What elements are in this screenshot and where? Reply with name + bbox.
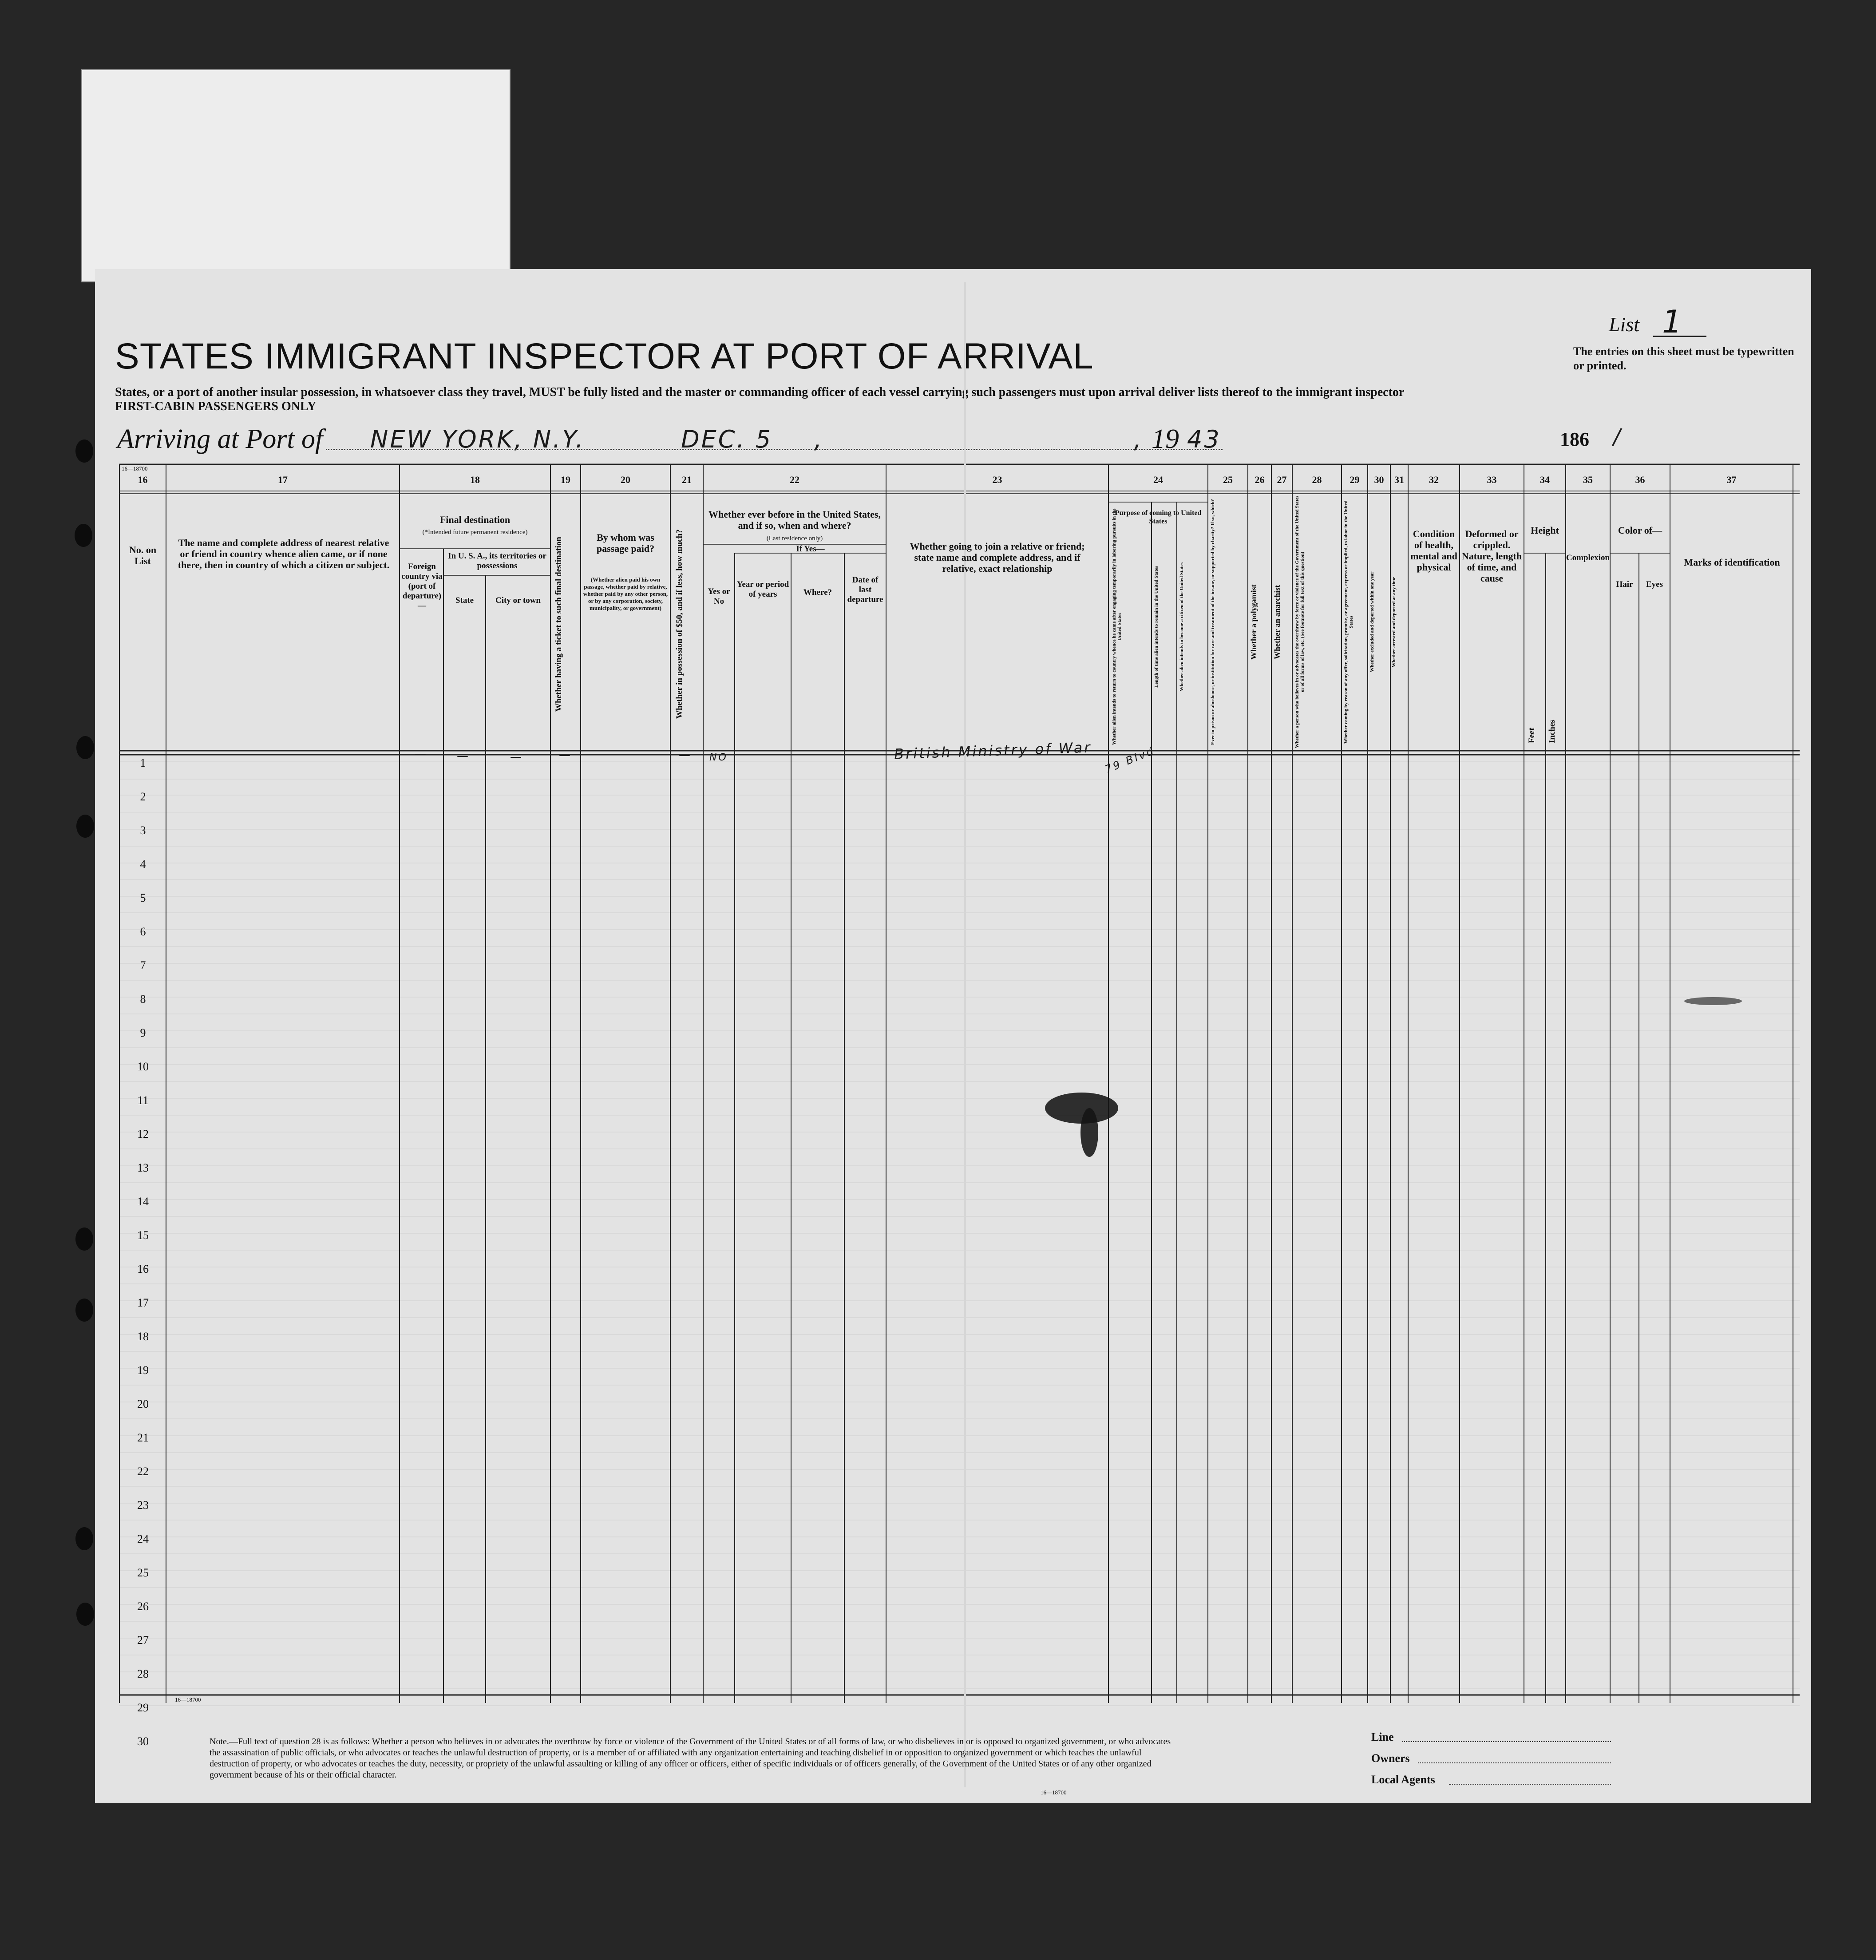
header-length-of-stay: Length of time alien intends to remain in the United States [1154, 566, 1159, 688]
row-number: 29 [137, 1701, 149, 1714]
line-label: Line [1371, 1730, 1394, 1743]
header-final-destination: Final destination [439, 514, 511, 525]
col-number: 22 [790, 474, 799, 485]
row-number: 8 [140, 993, 146, 1006]
header-relative-abroad: The name and complete address of nearest relative or friend in country whence alien came, or if none there, then in country of which a citizen or subject. [178, 537, 390, 570]
list-number: 1 [1662, 304, 1682, 340]
header-prison-almshouse: Ever in prison or almshouse, or institution for care and treatment of the insane, or supported by charity? If so, which? [1210, 499, 1215, 745]
col-number: 23 [992, 474, 1002, 485]
col-number: 16 [138, 474, 148, 485]
row1-fifty-dollars: — [679, 748, 692, 762]
row1-ticket: — [559, 748, 572, 762]
page-number: 186 [1560, 428, 1589, 450]
row-number: 16 [137, 1263, 149, 1275]
header-purpose: Purpose of coming to United States [1115, 509, 1202, 525]
manifest-sheet [95, 269, 1811, 1803]
header-state: State [455, 596, 474, 605]
row-number: 19 [137, 1364, 149, 1377]
header-date-departure: Date of last departure [847, 575, 883, 604]
row-number: 27 [137, 1634, 149, 1647]
header-color-of: Color of— [1618, 525, 1662, 536]
year-suffix: 43 [1187, 425, 1221, 453]
header-fifty-dollars: Whether in possession of $50, and if less, how much? [675, 529, 684, 719]
punch-hole [75, 1227, 93, 1251]
row-number: 28 [137, 1667, 149, 1680]
row1-city: — [510, 750, 523, 764]
agents-blank [1449, 1784, 1611, 1785]
header-excluded-deported: Whether excluded and deported within one year [1369, 571, 1375, 673]
row-number: 10 [137, 1060, 149, 1073]
row1-relative-friend: British Ministry of War [894, 739, 1092, 763]
punch-hole [75, 1527, 93, 1550]
row-number: 18 [137, 1330, 149, 1343]
ink-stain [1080, 1108, 1098, 1157]
form-code-bottom: 16—18700 [175, 1696, 201, 1703]
col-number: 28 [1312, 474, 1322, 485]
row-number: 9 [140, 1026, 146, 1039]
col-number: 36 [1635, 474, 1645, 485]
row1-yes-no: NO [709, 752, 728, 763]
row-number: 25 [137, 1566, 149, 1579]
row-number: 1 [140, 756, 146, 769]
list-label: List [1609, 313, 1640, 336]
arriving-label: Arriving at Port of [117, 424, 323, 454]
port-value: NEW YORK, N.Y. [370, 425, 585, 453]
col-number: 30 [1374, 474, 1384, 485]
header-passage-paid-sub: (Whether alien paid his own passage, whether paid by relative, whether paid by any other person, or by any corporation, society, municipality, or government) [583, 576, 668, 611]
col-number: 29 [1350, 474, 1360, 485]
col-number: 26 [1255, 474, 1265, 485]
year-comma: , [1134, 425, 1144, 453]
punch-hole [76, 815, 94, 838]
punch-hole [75, 440, 93, 463]
row-number: 24 [137, 1532, 149, 1545]
row-number: 5 [140, 891, 146, 904]
col-number: 17 [278, 474, 288, 485]
header-list-no: No. on List [129, 544, 157, 566]
header-ticket: Whether having a ticket to such final destination [554, 537, 563, 712]
ink-smudge [1684, 997, 1742, 1005]
header-where: Where? [803, 588, 832, 597]
row-number: 13 [137, 1161, 149, 1174]
header-inches: Inches [1548, 720, 1557, 743]
col-number: 25 [1223, 474, 1233, 485]
header-offer-to-labor: Whether coming by reason of any offer, solicitation, promise, or agreement, express or implied, to labor in the United States [1343, 500, 1354, 744]
header-before-in-us: Whether ever before in the United States, and if so, when and where? [708, 509, 881, 531]
header-marks-identification: Marks of identification [1684, 557, 1780, 568]
col-number: 31 [1394, 474, 1404, 485]
punch-hole [76, 736, 94, 759]
owners-label: Owners [1371, 1752, 1410, 1765]
header-city: City or town [495, 596, 541, 605]
col-number: 35 [1583, 474, 1593, 485]
col-number: 20 [621, 474, 630, 485]
header-passage-paid: By whom was passage paid? [596, 532, 655, 554]
col-number: 21 [682, 474, 692, 485]
header-join-relative: Whether going to join a relative or friend; state name and complete address, and if relative, exact relationship [910, 541, 1085, 574]
header-complexion: Complexion [1566, 553, 1610, 562]
class-line: FIRST-CABIN PASSENGERS ONLY [115, 400, 317, 413]
col-number: 18 [470, 474, 480, 485]
row-number: 15 [137, 1229, 149, 1242]
header-final-destination-sub: (*Intended future permanent residence) [422, 529, 528, 536]
col-number: 19 [561, 474, 570, 485]
footnote-question-28: Note.—Full text of question 28 is as follows: Whether a person who believes in or advocates the overthrow by force or violence of the Government of the United States or of all forms of law, or who disbelieves in or is opposed to organized government, or who advocates the assassination of public officials, or who advocates or teaches the unlawful destruction of property, or is a member of or affiliated with any organization entertaining and teaching disbelief in or opposition to organized government or which teaches the unlawful destruction of property, or who advocates or teaches the duty, necessity, or propriety of the unlawful assaulting or killing of any officer or officers, either of specific individuals or of officers generally, of the Government of the United States or of any other organized government because of his or their official character. [210, 1737, 1171, 1780]
date-comma: , [814, 425, 824, 453]
row1-purpose: 79 Blvd [1103, 744, 1157, 776]
owners-blank [1418, 1762, 1611, 1763]
header-yes-no: Yes or No [708, 587, 730, 606]
form-code-footer: 16—18700 [1041, 1789, 1067, 1796]
col-number: 37 [1726, 474, 1737, 485]
header-anarchist: Whether an anarchist [1273, 585, 1282, 659]
col-number: 24 [1153, 474, 1163, 485]
row-number: 21 [137, 1431, 149, 1444]
row-number: 4 [140, 858, 146, 871]
row-number: 2 [140, 790, 146, 803]
row-number: 14 [137, 1195, 149, 1208]
page-tick: / [1613, 424, 1623, 449]
row-number: 20 [137, 1398, 149, 1410]
col-number: 27 [1277, 474, 1287, 485]
header-return-country: Whether alien intends to return to country whence he came after engaging temporarily in laboring pursuits in the United States [1112, 508, 1122, 745]
punch-hole [75, 1299, 93, 1322]
col-number: 34 [1540, 474, 1550, 485]
header-overthrow-question: Whether a person who believes in or advocates the overthrow by force or violence of the Government of the United States or of all forms of law, etc. (See footnote for full text of this question) [1294, 495, 1305, 748]
header-feet: Feet [1527, 728, 1536, 743]
manifest-grid [95, 269, 1811, 1803]
row-number: 3 [140, 824, 146, 837]
row1-foreign-country: — [415, 748, 428, 761]
header-hair: Hair [1616, 580, 1633, 589]
form-title: STATES IMMIGRANT INSPECTOR AT PORT OF ARRIVAL [115, 336, 1094, 376]
header-eyes: Eyes [1646, 580, 1663, 589]
punch-hole [76, 1603, 94, 1626]
agents-label: Local Agents [1371, 1773, 1435, 1786]
row-number: 30 [137, 1735, 149, 1748]
row-number: 26 [137, 1600, 149, 1613]
header-become-citizen: Whether alien intends to become a citizen of the United States [1179, 562, 1184, 692]
line-blank [1402, 1741, 1611, 1742]
row-number: 6 [140, 925, 146, 938]
date-value: DEC. 5 [681, 425, 773, 453]
punch-hole [75, 524, 92, 547]
row-number: 22 [137, 1465, 149, 1478]
row-number: 12 [137, 1128, 149, 1140]
row-number: 11 [137, 1094, 149, 1107]
row-number: 17 [137, 1296, 149, 1309]
header-polygamist: Whether a polygamist [1249, 584, 1258, 660]
header-year-period: Year or period of years [736, 580, 789, 599]
row-number: 23 [137, 1499, 149, 1512]
col-number: 32 [1429, 474, 1439, 485]
year-prefix: 19 [1152, 424, 1179, 454]
row1-state: — [457, 749, 470, 763]
header-usa: In U. S. A., its territories or possessions [448, 551, 546, 570]
row-number: 7 [140, 959, 146, 972]
header-condition-health: Condition of health, mental and physical [1410, 528, 1457, 573]
entries-note: The entries on this sheet must be typewritten or printed. [1573, 345, 1794, 372]
form-code-top: 16—18700 [122, 465, 148, 472]
header-foreign-country: Foreign country via (port of departure)— [401, 562, 443, 610]
header-height: Height [1531, 525, 1559, 536]
col-number: 33 [1487, 474, 1497, 485]
header-before-in-us-sub: (Last residence only) [766, 535, 823, 542]
header-deformed: Deformed or crippled. Nature, length of time, and cause [1461, 528, 1522, 584]
header-if-yes: If Yes— [796, 544, 825, 554]
header-arrested-deported: Whether arrested and deported at any time [1391, 577, 1397, 667]
paper-tab [81, 69, 511, 282]
instruction-line: States, or a port of another insular possession, in whatsoever class they travel, MUST be fully listed and the master or commanding officer of each vessel carrying such passengers must upon arrival deliver lists thereof to the immigrant inspector [115, 385, 1405, 399]
